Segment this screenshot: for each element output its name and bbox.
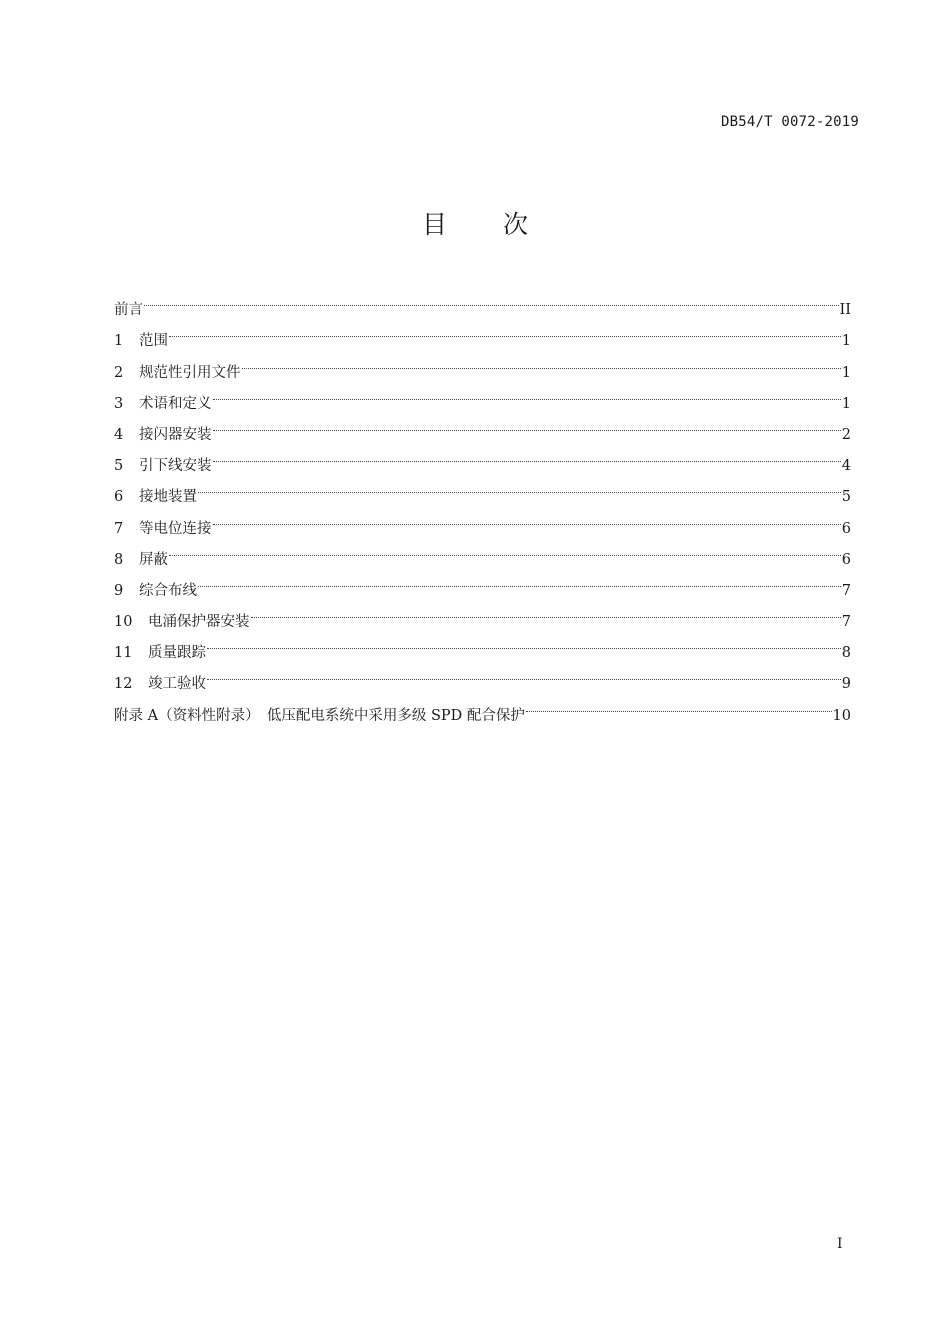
- toc-entry-number: 4: [114, 426, 124, 443]
- table-of-contents: [114, 283, 851, 724]
- toc-entry-number: 10: [114, 614, 133, 631]
- toc-entry-page: 6: [841, 520, 851, 537]
- toc-entry-5[interactable]: [114, 439, 851, 475]
- toc-leader-dots: [198, 470, 841, 501]
- toc-entry-page: 1: [841, 364, 851, 381]
- toc-leader-dots: [144, 283, 839, 314]
- toc-entry-label: 屏蔽: [139, 551, 168, 568]
- toc-entry-page: 1: [841, 395, 851, 412]
- toc-entry-label: 前言: [114, 302, 143, 319]
- toc-entry-page: 7: [841, 614, 851, 631]
- toc-entry-number: 1: [114, 333, 124, 350]
- toc-entry-number: 8: [114, 551, 124, 568]
- toc-entry-number: 7: [114, 520, 124, 537]
- toc-entry-label: 接地装置: [139, 489, 197, 506]
- toc-entry-number: 12: [114, 676, 133, 693]
- toc-leader-dots: [213, 501, 841, 532]
- toc-entry-label: 引下线安装: [139, 458, 212, 475]
- toc-entry-label: 范围: [139, 333, 168, 350]
- toc-entry-page: 10: [832, 707, 851, 724]
- toc-entry-page: 4: [841, 458, 851, 475]
- toc-leader-dots: [207, 657, 841, 688]
- toc-leader-dots: [198, 564, 841, 595]
- toc-entry-2[interactable]: [114, 345, 851, 381]
- toc-entry-number: 11: [114, 645, 133, 662]
- toc-leader-dots: [251, 595, 841, 626]
- toc-leader-dots: [213, 408, 841, 439]
- toc-entry-preface[interactable]: [114, 283, 851, 319]
- toc-entry-number: 6: [114, 489, 124, 506]
- toc-entry-1[interactable]: [114, 314, 851, 350]
- toc-entry-label: 竣工验收: [148, 676, 206, 693]
- toc-leader-dots: [242, 345, 841, 376]
- toc-entry-number: 2: [114, 364, 124, 381]
- toc-leader-dots: [169, 314, 841, 345]
- toc-entry-number: 5: [114, 458, 124, 475]
- toc-entry-3[interactable]: [114, 377, 851, 412]
- toc-entry-10[interactable]: [114, 595, 851, 631]
- toc-leader-dots: [213, 377, 841, 408]
- toc-entry-label: 接闪器安装: [139, 426, 212, 443]
- toc-leader-dots: [213, 439, 841, 470]
- document-code: DB54/T 0072-2019: [720, 114, 859, 130]
- toc-entry-label: 综合布线: [139, 582, 197, 599]
- toc-entry-9[interactable]: [114, 564, 851, 599]
- toc-entry-label: 等电位连接: [139, 520, 212, 537]
- toc-entry-label: 电涌保护器安装: [148, 614, 250, 631]
- toc-entry-4[interactable]: [114, 408, 851, 443]
- toc-entry-6[interactable]: [114, 470, 851, 506]
- toc-entry-page: 7: [841, 582, 851, 599]
- page-number: I: [837, 1236, 843, 1252]
- toc-leader-dots: [169, 533, 841, 564]
- toc-entry-11[interactable]: [114, 626, 851, 662]
- toc-entry-12[interactable]: [114, 657, 851, 693]
- toc-entry-page: 6: [841, 551, 851, 568]
- toc-entry-page: 2: [841, 426, 851, 443]
- toc-entry-number: 9: [114, 582, 124, 599]
- toc-entry-page: 1: [841, 333, 851, 350]
- toc-entry-8[interactable]: [114, 533, 851, 568]
- toc-entry-label: 术语和定义: [139, 395, 212, 412]
- toc-entry-number: 3: [114, 395, 124, 412]
- toc-entry-appendix-a[interactable]: [114, 688, 851, 724]
- toc-entry-label: 规范性引用文件: [139, 364, 241, 381]
- toc-entry-page: 5: [841, 489, 851, 506]
- toc-entry-page: 9: [841, 676, 851, 693]
- toc-entry-label: 质量跟踪: [148, 645, 206, 662]
- toc-entry-page: II: [839, 302, 851, 319]
- toc-entry-label: 附录 A（资料性附录） 低压配电系统中采用多级 SPD 配合保护: [114, 707, 525, 724]
- toc-entry-7[interactable]: [114, 501, 851, 537]
- toc-entry-page: 8: [841, 645, 851, 662]
- toc-leader-dots: [207, 626, 841, 657]
- toc-leader-dots: [526, 688, 832, 719]
- page-title: 目 次: [422, 210, 552, 239]
